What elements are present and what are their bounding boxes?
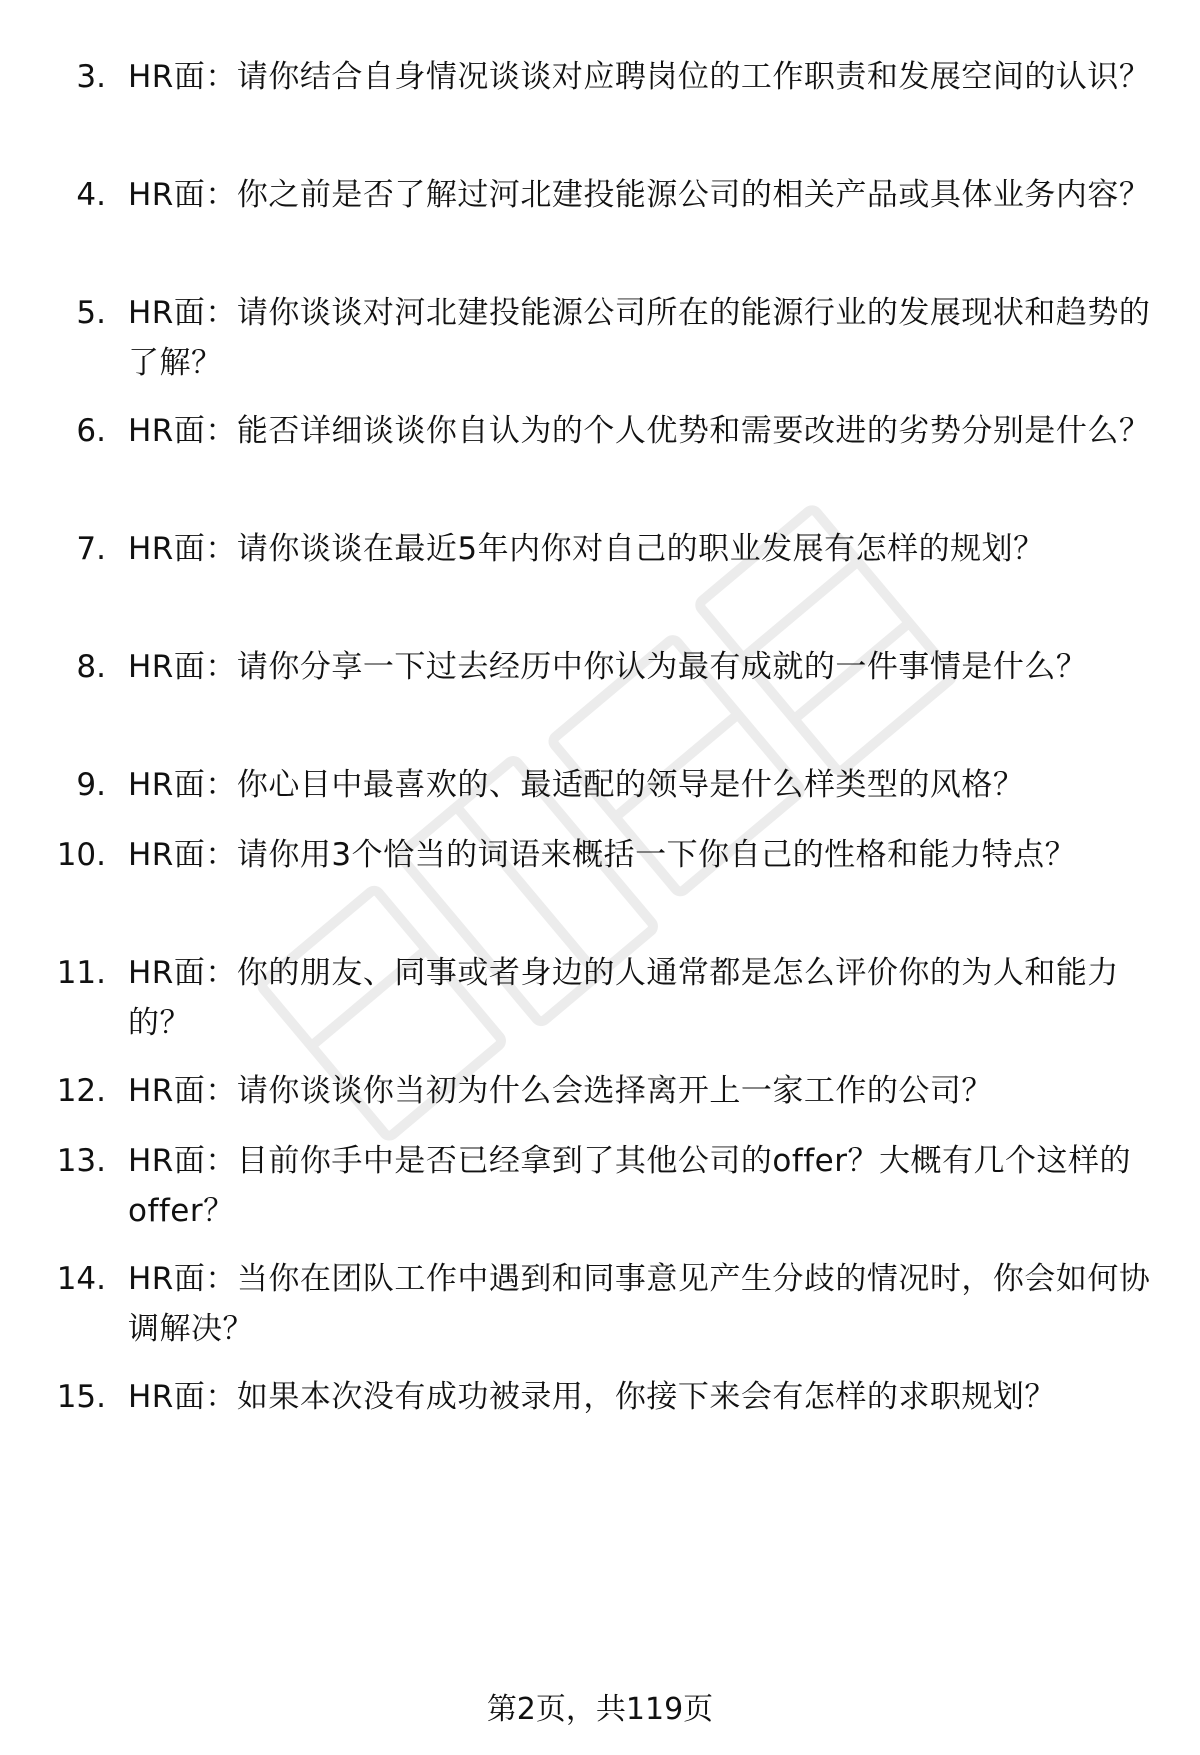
item-text: HR面：目前你手中是否已经拿到了其他公司的offer？大概有几个这样的offer？ [128, 1143, 1131, 1229]
item-text: HR面：你之前是否了解过河北建投能源公司的相关产品或具体业务内容？ [128, 177, 1151, 213]
item-number: 12. [56, 1073, 106, 1109]
item-text: HR面：你的朋友、同事或者身边的人通常都是怎么评价你的为人和能力的？ [128, 955, 1119, 1041]
item-text: HR面：请你结合自身情况谈谈对应聘岗位的工作职责和发展空间的认识？ [128, 59, 1151, 95]
item-text: HR面：请你谈谈对河北建投能源公司所在的能源行业的发展现状和趋势的了解？ [128, 295, 1151, 381]
item-text: HR面：如果本次没有成功被录用，你接下来会有怎样的求职规划？ [128, 1379, 1056, 1415]
item-text: HR面：请你分享一下过去经历中你认为最有成就的一件事情是什么？ [128, 649, 1088, 685]
item-text: HR面：请你谈谈你当初为什么会选择离开上一家工作的公司？ [128, 1073, 993, 1109]
item-text: HR面：你心目中最喜欢的、最适配的领导是什么样类型的风格？ [128, 767, 1025, 803]
item-text: HR面：请你谈谈在最近5年内你对自己的职业发展有怎样的规划？ [128, 531, 1045, 567]
item-number: 8. [76, 649, 106, 685]
item-text: HR面：能否详细谈谈你自认为的个人优势和需要改进的劣势分别是什么？ [128, 413, 1151, 449]
item-number: 15. [56, 1379, 106, 1415]
item-number: 4. [76, 177, 106, 213]
item-number: 7. [76, 531, 106, 567]
item-number: 13. [56, 1143, 106, 1179]
item-number: 10. [56, 837, 106, 873]
item-number: 9. [76, 767, 106, 803]
item-number: 6. [76, 413, 106, 449]
item-number: 14. [56, 1261, 106, 1297]
item-number: 3. [76, 59, 106, 95]
item-number: 11. [56, 955, 106, 991]
item-number: 5. [76, 295, 106, 331]
page-footer: 第2页，共119页 [486, 1692, 714, 1727]
item-text: HR面：当你在团队工作中遇到和同事意见产生分歧的情况时，你会如何协调解决？ [128, 1261, 1151, 1347]
item-text: HR面：请你用3个恰当的词语来概括一下你自己的性格和能力特点？ [128, 837, 1077, 873]
